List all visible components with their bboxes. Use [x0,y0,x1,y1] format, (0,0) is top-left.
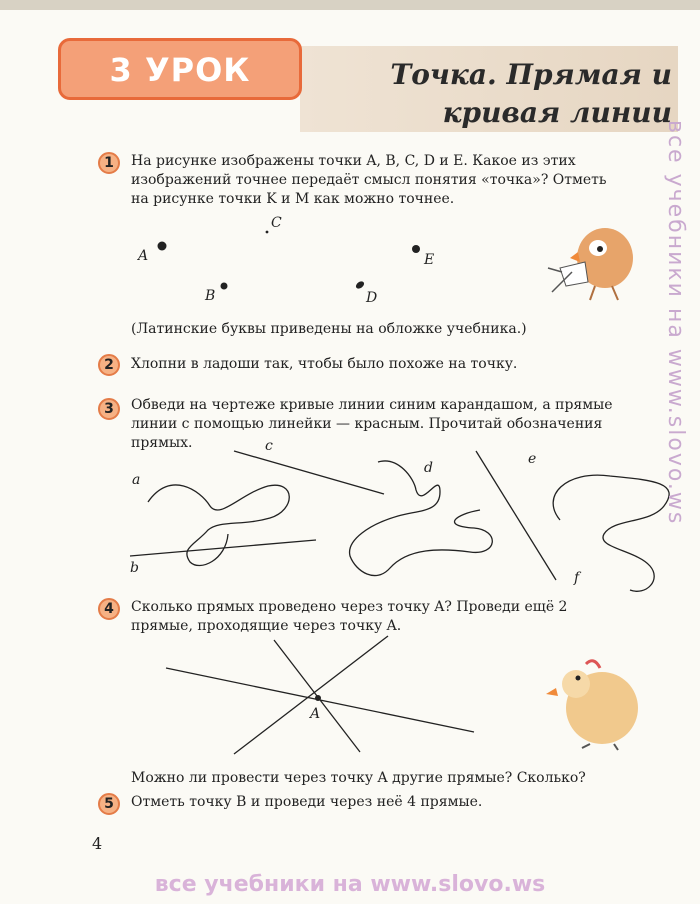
line-through-a-2 [234,636,388,754]
watermark-vertical: все учебники на www.slovo.ws [663,120,688,526]
curve-d [350,461,493,576]
line-b [130,540,316,556]
point-label-c: C [271,215,282,231]
line-label-a: a [132,472,141,488]
task-1-note: (Латинские буквы приведены на обложке учебника.) [131,321,527,337]
curve-e [553,475,669,591]
task-1-line-1: На рисунке изображены точки A, B, C, D и E. Какое из этих [131,153,576,169]
line-label-d: d [424,460,433,476]
point-label-task4-a: A [310,706,321,722]
lesson-badge-text: 3 УРОК [109,51,251,89]
bird-reading-illustration [548,228,633,300]
task-number-1: 1 [98,152,120,174]
title-line-1: Точка. Прямая и [390,58,672,91]
task-1-line-2: изображений точнее передаёт смысл понятия «точка»? Отметь [131,172,607,188]
task-4-line-1: Сколько прямых проведено через точку A? Проведи ещё 2 [131,599,568,615]
point-a-task4 [315,695,321,701]
point-label-b: B [205,288,216,304]
chick-illustration [546,661,638,750]
point-c-dot [266,231,269,234]
line-label-c: c [265,438,273,454]
point-d-dot [355,280,366,290]
task-number-3: 3 [98,398,120,420]
line-label-b: b [130,560,139,576]
curve-a [148,485,289,566]
task-3-line-1: Обведи на чертеже кривые линии синим карандашом, а прямые [131,397,613,413]
task-2-text: Хлопни в ладоши так, чтобы было похоже на точку. [131,356,518,372]
point-b-dot [221,283,228,290]
watermark-bottom: все учебники на www.slovo.ws [154,872,546,897]
point-label-a: A [138,248,149,264]
task-number-4: 4 [98,598,120,620]
line-c [234,451,384,494]
task-4-question: Можно ли провести через точку A другие прямые? Сколько? [131,770,586,786]
task-3-line-2: линии с помощью линейки — красным. Прочитай обозначения [131,416,603,432]
point-a-dot [158,242,167,251]
line-label-e: e [528,451,537,467]
task-5-text: Отметь точку B и проведи через неё 4 прямые. [131,794,483,810]
point-label-d: D [366,290,378,306]
page-number: 4 [92,834,103,853]
task-1-line-3: на рисунке точки K и M как можно точнее. [131,191,455,207]
title-line-2: кривая линии [442,96,672,129]
task-number-2: 2 [98,354,120,376]
task-3-line-3: прямых. [131,435,193,451]
line-f [476,451,556,580]
point-label-e: E [424,252,435,268]
task-4-line-2: прямые, проходящие через точку A. [131,618,402,634]
task-number-5: 5 [98,793,120,815]
point-e-dot [412,245,420,253]
line-label-f: f [574,570,580,586]
